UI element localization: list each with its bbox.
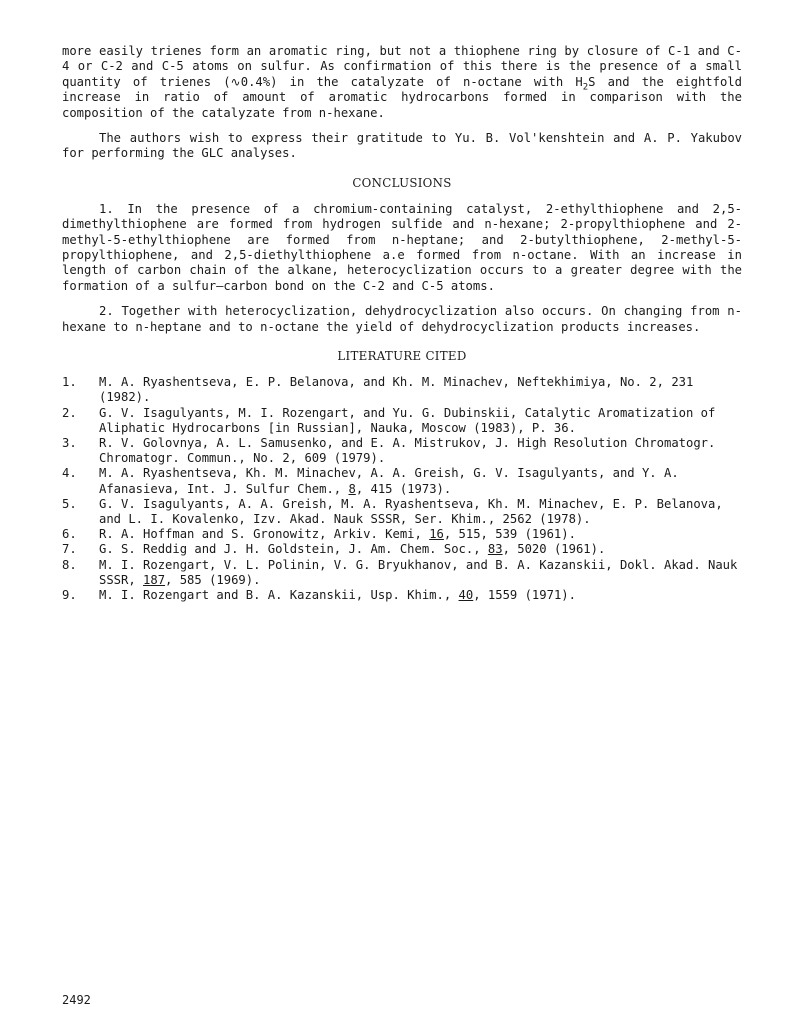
reference-number: 8. [62, 557, 77, 572]
intro-text-2: S and the eightfold increase in ratio of amount of aromatic hydrocarbons formed in comparison with the composition of the catalyzate from n-hexane. [62, 74, 742, 120]
reference-number: 5. [62, 496, 77, 511]
conclusions-heading: CONCLUSIONS [352, 175, 452, 190]
reference-text: G. V. Isagulyants, A. A. Greish, M. A. Ryashentseva, Kh. M. Minachev, E. P. Belanova, and L. I. Kovalenko, Izv. Akad. Nauk SSSR, Ser. Khim., 2562 (1978). [99, 496, 723, 526]
reference-number: 4. [62, 466, 77, 481]
reference-number: 9. [62, 587, 77, 602]
reference-text: M. A. Ryashentseva, E. P. Belanova, and Kh. M. Minachev, Neftekhimiya, No. 2, 231 (1982). [99, 375, 694, 405]
literature-heading: LITERATURE CITED [337, 349, 467, 364]
reference-text-tail: , 415 (1973). [355, 481, 452, 496]
reference-text: R. A. Hoffman and S. Gronowitz, Arkiv. Kemi, [99, 527, 430, 542]
page-number: 2492 [62, 993, 91, 1007]
reference-text: R. V. Golovnya, A. L. Samusenko, and E. A. Mistrukov, J. High Resolution Chromatogr. Chromatogr. Commun., No. 2, 609 (1979). [99, 435, 716, 466]
reference-item [62, 588, 742, 603]
acknowledgment-paragraph: The authors wish to express their gratitude to Yu. B. Vol'kenshtein and A. P. Yakubov for performing the GLC analyses. [62, 131, 742, 161]
reference-text-tail: , 515, 539 (1961). [443, 527, 576, 542]
reference-item [62, 436, 742, 466]
reference-number: 3. [62, 435, 77, 450]
reference-number: 2. [62, 405, 77, 420]
reference-text: M. I. Rozengart, V. L. Polinin, V. G. Bryukhanov, and B. A. Kazanskii, Dokl. Akad. Nauk SSSR, [99, 557, 738, 587]
reference-item [62, 527, 742, 542]
reference-item [62, 375, 742, 405]
reference-text-tail: , 1559 (1971). [473, 587, 576, 602]
reference-text: M. A. Ryashentseva, Kh. M. Minachev, A. A. Greish, G. V. Isagulyants, and Y. A. Afanasieva, Int. J. Sulfur Chem., [99, 466, 679, 496]
reference-list [62, 375, 742, 603]
reference-text-tail: , 585 (1969). [165, 572, 261, 587]
reference-volume: 8 [348, 481, 356, 496]
reference-number: 7. [62, 542, 77, 557]
reference-text: G. V. Isagulyants, M. I. Rozengart, and Yu. G. Dubinskii, Catalytic Aromatization of Aliphatic Hydrocarbons [in Russian], Nauka, Moscow (1983), P. 36. [99, 405, 716, 435]
page-body [62, 44, 742, 603]
reference-number: 1. [62, 375, 77, 390]
reference-volume: 187 [143, 572, 166, 587]
reference-item [62, 497, 742, 527]
reference-text-tail: , 5020 (1961). [502, 542, 606, 557]
reference-item [62, 542, 742, 557]
reference-number: 6. [62, 527, 77, 542]
reference-item [62, 406, 742, 436]
conclusion-1: 1. In the presence of a chromium-containing catalyst, 2-ethylthiophene and 2,5-dimethylthiophene are formed from hydrogen sulfide and n-hexane; 2-propylthiophene and 2-methyl-5-ethylthiophene are formed from n-heptane; and 2-butylthiophene, 2-methyl-5-propylthiophene, and 2,5-diethylthiophene a.e formed from n-octane. With an increase in length of carbon chain of the alkane, heterocyclization occurs to a greater degree with the formation of a sulfur—carbon bond on the C-2 and C-5 atoms. [62, 201, 742, 293]
intro-text-1: more easily trienes form an aromatic ring, but not a thiophene ring by closure of C-1 and C-4 or C-2 and C-5 atoms on sulfur. As confirmation of this there is the presence of a small quantity of trienes (∿0.4%) in the catalyzate of n-octane with H [62, 44, 742, 89]
reference-item [62, 466, 742, 496]
reference-text: M. I. Rozengart and B. A. Kazanskii, Usp. Khim., [99, 587, 459, 602]
intro-paragraph [62, 44, 742, 121]
subscript-2: 2 [582, 82, 589, 93]
reference-item [62, 558, 742, 588]
reference-volume: 40 [458, 587, 474, 602]
reference-text: G. S. Reddig and J. H. Goldstein, J. Am. Chem. Soc., [99, 542, 488, 557]
reference-volume: 83 [487, 542, 503, 557]
conclusion-2: 2. Together with heterocyclization, dehydrocyclization also occurs. On changing from n-hexane to n-heptane and to n-octane the yield of dehydrocyclization products increases. [62, 304, 742, 334]
reference-volume: 16 [429, 527, 444, 542]
